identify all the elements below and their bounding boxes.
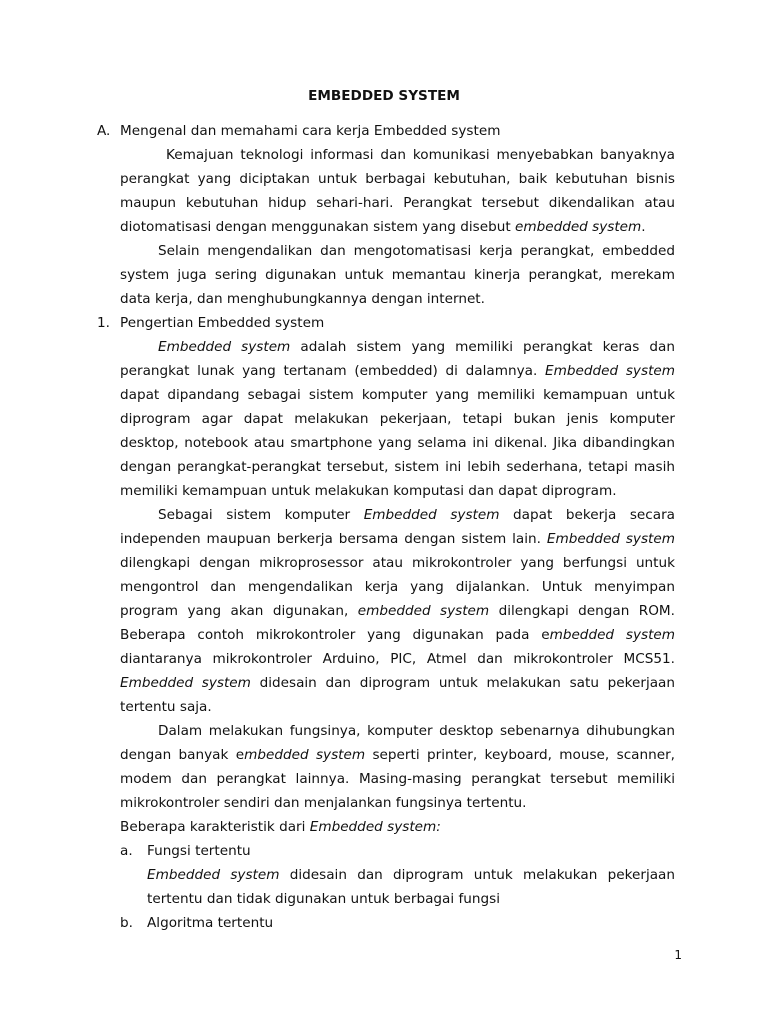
italic-term: Embedded system bbox=[158, 339, 291, 355]
italic-term: mbedded system bbox=[244, 747, 366, 763]
italic-term: Embedded system: bbox=[309, 819, 441, 835]
section-a-marker: A. bbox=[97, 123, 111, 139]
item-b-marker: b. bbox=[120, 915, 133, 931]
text-run: Dalam melakukan fungsinya, komputer desktop sebenarnya dihubungkan dengan banyak e bbox=[120, 723, 675, 763]
text-run: seperti printer, keyboard, mouse, scanner, modem dan perangkat lainnya. Masing-masing perangkat tersebut memiliki mikrokontroler sendiri dan menjalankan fungsinya tertentu. bbox=[120, 747, 675, 811]
italic-term: Embedded system bbox=[363, 507, 500, 523]
page-number: 1 bbox=[674, 948, 682, 962]
characteristic-item-a bbox=[97, 839, 675, 863]
text-run: . bbox=[641, 219, 646, 235]
characteristic-item-b bbox=[97, 911, 675, 935]
section-a-heading bbox=[97, 119, 675, 143]
section-1-heading-text: Pengertian Embedded system bbox=[120, 315, 325, 331]
text-run: diantaranya mikrokontroler Arduino, PIC, Atmel dan mikrokontroler MCS51. bbox=[120, 651, 675, 667]
characteristics-intro bbox=[97, 815, 675, 839]
italic-term: embedded system bbox=[357, 603, 490, 619]
italic-term: Embedded system bbox=[120, 675, 251, 691]
text-run: adalah sistem yang memiliki perangkat keras dan perangkat lunak yang tertanam (embedded) di dalamnya. bbox=[120, 339, 676, 379]
document-body bbox=[97, 119, 675, 935]
italic-term: Embedded system bbox=[147, 867, 280, 883]
section-a-paragraph-1 bbox=[97, 143, 675, 239]
text-run: dapat bekerja secara independen maupuan berkerja bersama dengan sistem lain. bbox=[120, 507, 675, 547]
italic-term: Embedded system bbox=[545, 363, 675, 379]
italic-term: embedded system bbox=[514, 219, 642, 235]
section-a-heading-text: Mengenal dan memahami cara kerja Embedded system bbox=[120, 123, 501, 139]
text-run: dilengkapi dengan mikroprosessor atau mikrokontroler yang berfungsi untuk mengontrol dan mengendalikan kerja yang dijalankan. Untuk menyimpan program yang akan digunakan, bbox=[120, 555, 675, 619]
characteristic-item-a-description bbox=[97, 863, 675, 911]
text-run: Beberapa karakteristik dari bbox=[120, 819, 310, 835]
item-a-marker: a. bbox=[120, 843, 133, 859]
section-1-paragraph-3 bbox=[97, 719, 675, 815]
text-run: dilengkapi dengan ROM. Beberapa contoh mikrokontroler yang digunakan pada e bbox=[120, 603, 675, 643]
section-a-paragraph-2: Selain mengendalikan dan mengotomatisasi kerja perangkat, embedded system juga sering digunakan untuk memantau kinerja perangkat, merekam data kerja, dan menghubungkannya dengan internet. bbox=[120, 243, 675, 307]
section-1-marker: 1. bbox=[97, 315, 110, 331]
text-run: Sebagai sistem komputer bbox=[158, 507, 364, 523]
text-run: Kemajuan teknologi informasi dan komunikasi menyebabkan banyaknya perangkat yang diciptakan untuk berbagai kebutuhan, baik kebutuhan bisnis maupun kebutuhan hidup sehari-hari. Perangkat tersebut dikendalikan atau diotomatisasi dengan menggunakan sistem yang disebut bbox=[120, 147, 675, 235]
text-run: dapat dipandang sebagai sistem komputer yang memiliki kemampuan untuk diprogram agar dapat melakukan pekerjaan, tetapi bukan jenis komputer desktop, notebook atau smartphone yang selama ini dikenal. Jika dibandingkan dengan perangkat-perangkat tersebut, sistem ini lebih sederhana, tetapi masih memiliki kemampuan untuk melakukan komputasi dan dapat diprogram. bbox=[120, 387, 675, 499]
italic-term: mbedded system bbox=[549, 627, 676, 643]
document-title: EMBEDDED SYSTEM bbox=[308, 88, 460, 104]
item-a-label: Fungsi tertentu bbox=[147, 843, 251, 859]
section-1-paragraph-1 bbox=[97, 335, 675, 503]
text-run: didesain dan diprogram untuk melakukan pekerjaan tertentu dan tidak digunakan untuk berbagai fungsi bbox=[147, 867, 675, 907]
section-1-heading bbox=[97, 311, 675, 335]
section-1-paragraph-2 bbox=[97, 503, 675, 719]
italic-term: Embedded system bbox=[546, 531, 675, 547]
text-run: didesain dan diprogram untuk melakukan satu pekerjaan tertentu saja. bbox=[120, 675, 676, 715]
item-b-label: Algoritma tertentu bbox=[147, 915, 274, 931]
